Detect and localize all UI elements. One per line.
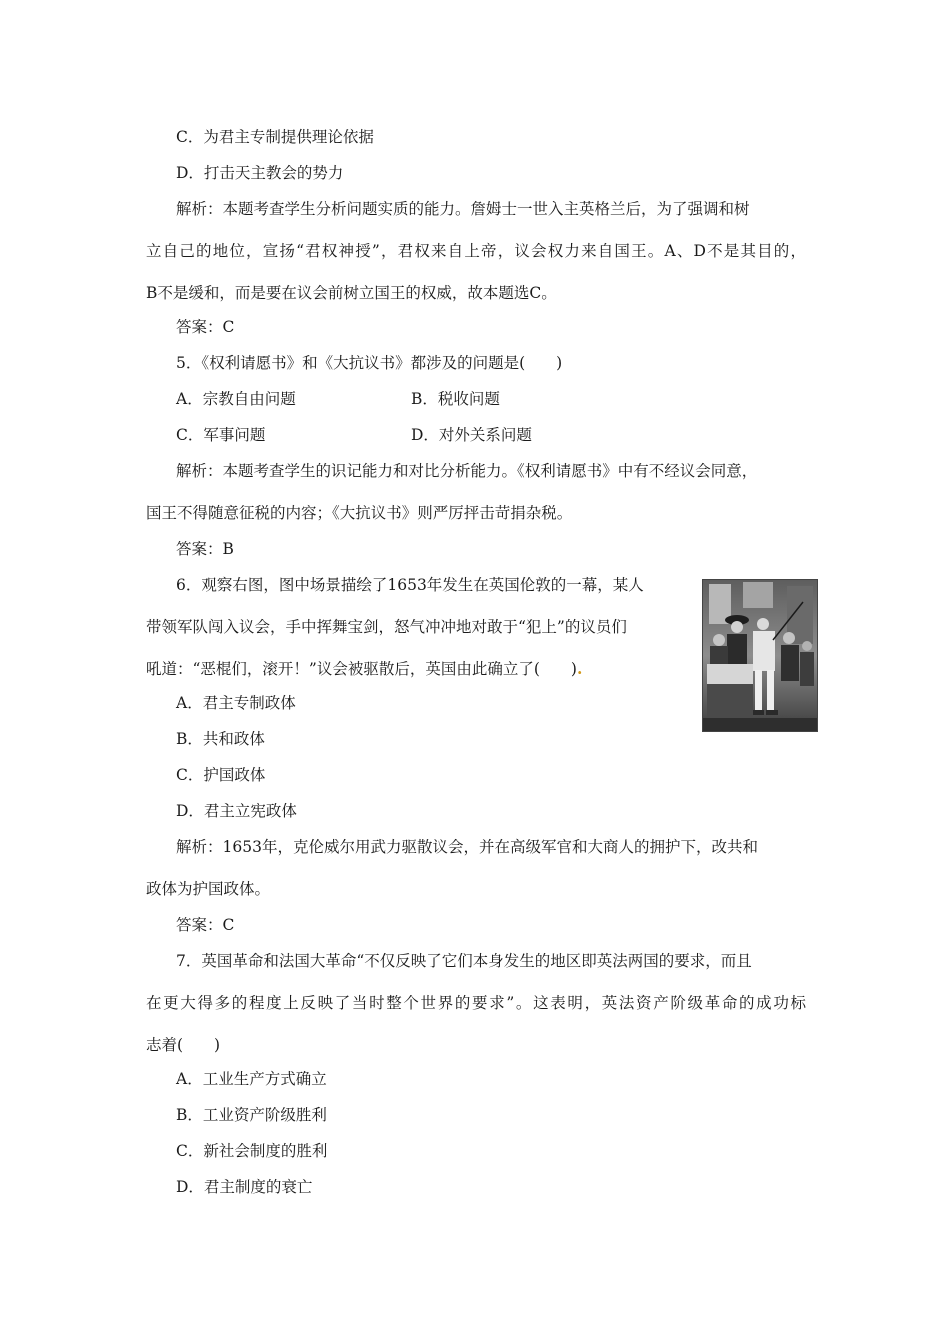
q6-stem-line-1: 6．观察右图，图中场景描绘了1653年发生在英国伦敦的一幕，某人: [176, 576, 644, 594]
q7-option-d: D．君主制度的衰亡: [176, 1178, 313, 1196]
q4-analysis-line-3: B不是缓和，而是要在议会前树立国王的权威，故本题选C。: [146, 284, 557, 302]
q5-analysis-line-2: 国王不得随意征税的内容；《大抗议书》则严厉抨击苛捐杂税。: [146, 504, 573, 522]
parliament-illustration: [702, 579, 818, 732]
q6-stem-line-3-text: 吼道：“恶棍们，滚开！”议会被驱散后，英国由此确立了( ): [146, 660, 577, 678]
q6-stem-line-3: [146, 659, 582, 679]
q7-stem-line-3: 志着( ): [146, 1036, 221, 1054]
q6-analysis-line-2: 政体为护国政体。: [146, 880, 271, 898]
q5-option-a: A．宗教自由问题: [176, 390, 296, 408]
q5-stem: 5．《权利请愿书》和《大抗议书》都涉及的问题是( ): [176, 354, 563, 372]
q6-option-c: C．护国政体: [176, 766, 266, 784]
q6-analysis-line-1: 解析：1653年，克伦威尔用武力驱散议会，并在高级军官和大商人的拥护下，改共和: [176, 838, 758, 856]
q7-option-c: C．新社会制度的胜利: [176, 1142, 328, 1160]
q7-option-b: B．工业资产阶级胜利: [176, 1106, 327, 1124]
q7-option-a: A．工业生产方式确立: [176, 1070, 327, 1088]
q5-analysis-line-1: 解析：本题考查学生的识记能力和对比分析能力。《权利请愿书》中有不经议会同意，: [176, 462, 758, 480]
q6-option-b: B．共和政体: [176, 730, 265, 748]
q4-option-c: C．为君主专制提供理论依据: [176, 128, 374, 146]
q4-option-d: D．打击天主教会的势力: [176, 164, 344, 182]
q7-stem-line-2: 在更大得多的程度上反映了当时整个世界的要求”。这表明，英法资产阶级革命的成功标: [146, 994, 806, 1012]
q7-stem-line-1: 7．英国革命和法国大革命“不仅反映了它们本身发生的地区即英法两国的要求，而且: [176, 952, 752, 970]
q6-answer: 答案：C: [176, 916, 235, 934]
q5-answer: 答案：B: [176, 540, 234, 558]
q6-stem-line-2: 带领军队闯入议会，手中挥舞宝剑，怒气冲冲地对敢于“犯上”的议员们: [146, 618, 627, 636]
q5-option-b: B．税收问题: [411, 390, 500, 408]
q6-option-d: D．君主立宪政体: [176, 802, 297, 820]
q6-option-a: A．君主专制政体: [176, 694, 296, 712]
q4-analysis-line-2: 立自己的地位，宣扬“君权神授”，君权来自上帝，议会权力来自国王。A、D不是其目的，: [146, 242, 806, 260]
q4-analysis-line-1: 解析：本题考查学生分析问题实质的能力。詹姆士一世入主英格兰后，为了强调和树: [176, 200, 750, 218]
q4-answer: 答案：C: [176, 318, 235, 336]
q5-option-c: C．军事问题: [176, 426, 266, 444]
q5-option-d: D．对外关系问题: [411, 426, 532, 444]
q6-stem-period: .: [576, 659, 583, 678]
